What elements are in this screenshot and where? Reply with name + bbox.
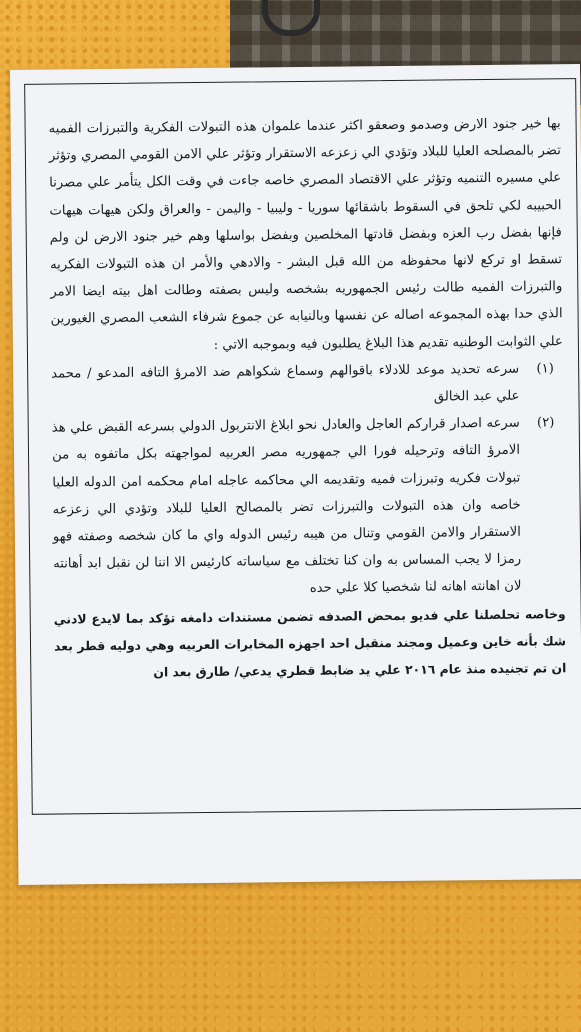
request-text: سرعه اصدار قراركم العاجل والعادل نحو ابلاغ الانتربول الدولي بسرعه القبض علي هذ الامرؤ التافه وترحيله فورا الي جمهوريه مصر العربيه لمواجهته بكل ماتفوه به من تبولات فكريه وتبرزات فميه وتقديمه الي محاكمه عاجله امام محكمه امن الدوله العليا خاصه وان هذه التبولات والتبرزات تضر بالمصالح العليا للبلاد وتؤدي الي زعزعه الاستقرار والامن القومي وتنال من هيبه رئيس الدوله واي ما كان شخصه وصفته فهو رمزا لا يجب المساس به وان كنا تختلف مع سياساته كارئيس الا اننا لن نقبل ابد أهانته لان اهانته اهانه لنا شخصيا كلا علي حده — [51, 415, 522, 597]
closing-paragraph: وخاصه تحلصلنا علي فديو بمحض الصدفه تضمن مستندات دامغه تؤكد بما لايدع لادني شك بأنه خاين وعميل ومجند منقبل احد اجهزه المخابرات العربيه وهي دوليه قطر بعد ان تم تجنيده منذ عام ٢٠١٦ علي يد ضابط قطري يدعي/ طارق بعد ان — [53, 605, 567, 680]
document-page — [10, 64, 581, 885]
document-paragraph: بها خير جنود الارض وصدمو وصعقو اكثر عندما علموان هذه التبولات الفكرية والتبرزات الفميه تضر بالمصلحه العليا للبلاد وتؤدي الي زعزعه الاستقرار وتؤثر علي الامن القومي المصري وتؤثر علي مسيره التنميه وتؤثر علي الاقتصاد المصري خاصه جاءت في وقت الكل يتأمر علي مصرنا الحبيبه لكي تلحق في السقوط باشقائها سوريا - وليبيا - واليمن - والعراق ولكن هيهات هيهات فإنها بفضل رب العزه وبفضل قادتها المخلصين وبفضل بواسلها وهم خير جنود الارض لن ولم تسقط او تركع لانها محفوظه من الله قبل البشر - والادهي والأمر ان هذه التبولات الفكريه والتبرزات الفميه طالت رئيس الجمهوريه بشخصه وليس بصفته وطالت اهل بيته ايضا الامر الذي حدا بهذه المجموعه اصاله عن نفسها وبالنيابه عن جموع شرفاء الشعب المصري الغيورين علي الثوابت الوطنيه تقديم هذا البلاغ يطلبون فيه وبموجبه الاتي : — [48, 116, 563, 353]
request-text: سرعه تحديد موعد للادلاء باقوالهم وسماع شكواهم ضد الامرؤ التافه المدعو / محمد علي عبد الخالق — [51, 361, 520, 405]
request-item-1 — [51, 355, 564, 415]
request-number: (١) — [536, 361, 554, 377]
document-body — [48, 110, 566, 686]
request-item-2 — [52, 409, 566, 605]
request-number: (٢) — [536, 415, 555, 431]
